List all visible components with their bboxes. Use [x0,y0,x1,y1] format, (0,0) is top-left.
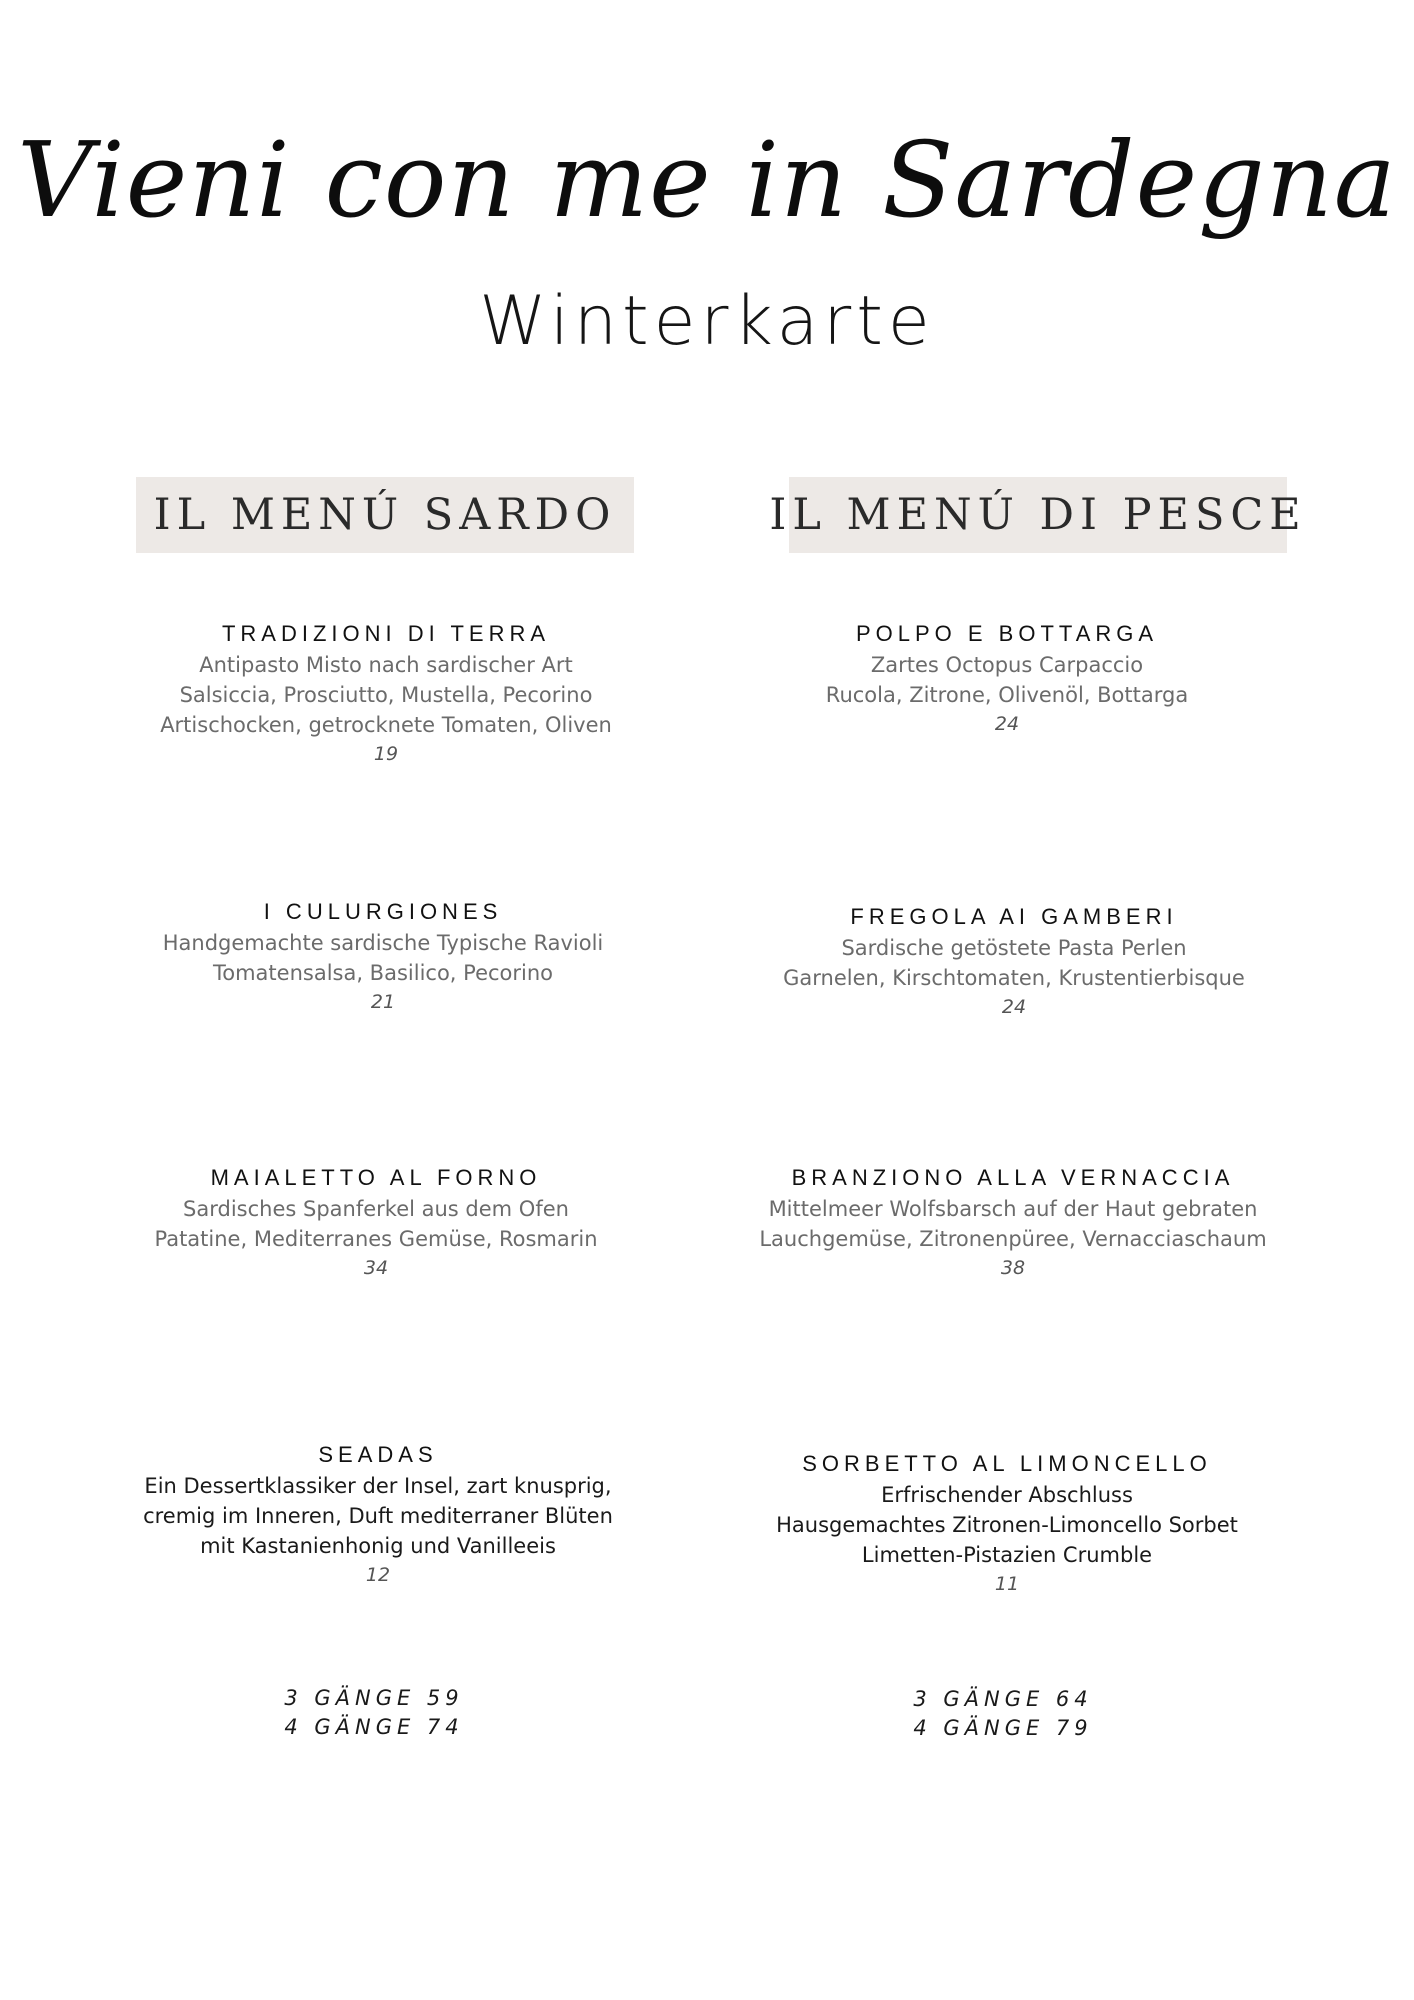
dish-price: 24 [1001,996,1027,1018]
course-price-4: 4 GÄNGE 74 [284,1715,464,1739]
dish-description: mit Kastanienhonig und Vanilleeis [200,1534,556,1558]
pesce-course-prices [803,1685,1203,1743]
course-price-4: 4 GÄNGE 79 [913,1716,1093,1740]
dish-maialetto-al-forno [76,1164,676,1282]
dish-fregola-ai-gamberi [714,903,1314,1021]
dish-description: Limetten-Pistazien Crumble [861,1543,1153,1567]
dish-name: POLPO E BOTTARGA [855,621,1159,646]
dish-description: Handgemachte sardische Typische Ravioli [162,931,604,955]
dish-description: Garnelen, Kirschtomaten, Krustentierbisque [783,966,1245,990]
sardo-menu-heading: IL MENÚ SARDO [136,477,634,553]
dish-description: Tomatensalsa, Basilico, Pecorino [212,961,554,985]
dish-name: BRANZIONO ALLA VERNACCIA [791,1165,1235,1190]
course-price-3: 3 GÄNGE 59 [284,1686,464,1710]
dish-description: Salsiccia, Prosciutto, Mustella, Pecorino [179,683,593,707]
dish-sorbetto-al-limoncello [707,1450,1307,1598]
dish-description: Sardische getöstete Pasta Perlen [841,936,1187,960]
dish-description: Lauchgemüse, Zitronenpüree, Vernacciaschaum [759,1227,1267,1251]
dish-price: 21 [370,991,396,1013]
dish-i-culurgiones [83,898,683,1016]
pesce-menu-heading: IL MENÚ DI PESCE [789,477,1287,553]
sardo-course-prices [174,1684,574,1742]
course-price-3: 3 GÄNGE 64 [913,1687,1093,1711]
dish-name: TRADIZIONI DI TERRA [221,621,551,646]
dish-name: SEADAS [318,1442,438,1467]
dish-name: I CULURGIONES [263,899,503,924]
dish-branziono-alla-vernaccia [713,1164,1313,1282]
dish-description: Ein Dessertklassiker der Insel, zart knusprig, [144,1474,612,1498]
dish-seadas [78,1441,678,1589]
dish-description: Hausgemachtes Zitronen-Limoncello Sorbet [776,1513,1238,1537]
dish-description: Mittelmeer Wolfsbarsch auf der Haut gebraten [768,1197,1258,1221]
dish-tradizioni-di-terra [86,620,686,768]
dish-price: 11 [994,1573,1020,1595]
dish-description: cremig im Inneren, Duft mediterraner Blüten [143,1504,613,1528]
dish-description: Patatine, Mediterranes Gemüse, Rosmarin [154,1227,598,1251]
dish-polpo-e-bottarga [707,620,1307,738]
dish-description: Antipasto Misto nach sardischer Art [199,653,573,677]
dish-name: MAIALETTO AL FORNO [210,1165,542,1190]
dish-price: 34 [363,1257,389,1279]
dish-name: SORBETTO AL LIMONCELLO [802,1451,1212,1476]
dish-name: FREGOLA AI GAMBERI [850,904,1178,929]
dish-description: Zartes Octopus Carpaccio [870,653,1144,677]
menu-title: Vieni con me in Sardegna [17,119,1397,241]
dish-description: Erfrischender Abschluss [881,1483,1133,1507]
dish-price: 24 [994,713,1020,735]
dish-price: 12 [365,1564,391,1586]
dish-price: 19 [373,743,399,765]
dish-price: 38 [1000,1257,1026,1279]
dish-description: Rucola, Zitrone, Olivenöl, Bottarga [825,683,1189,707]
menu-subtitle: Winterkarte [479,282,935,361]
dish-description: Artischocken, getrocknete Tomaten, Oliven [160,713,612,737]
dish-description: Sardisches Spanferkel aus dem Ofen [183,1197,569,1221]
